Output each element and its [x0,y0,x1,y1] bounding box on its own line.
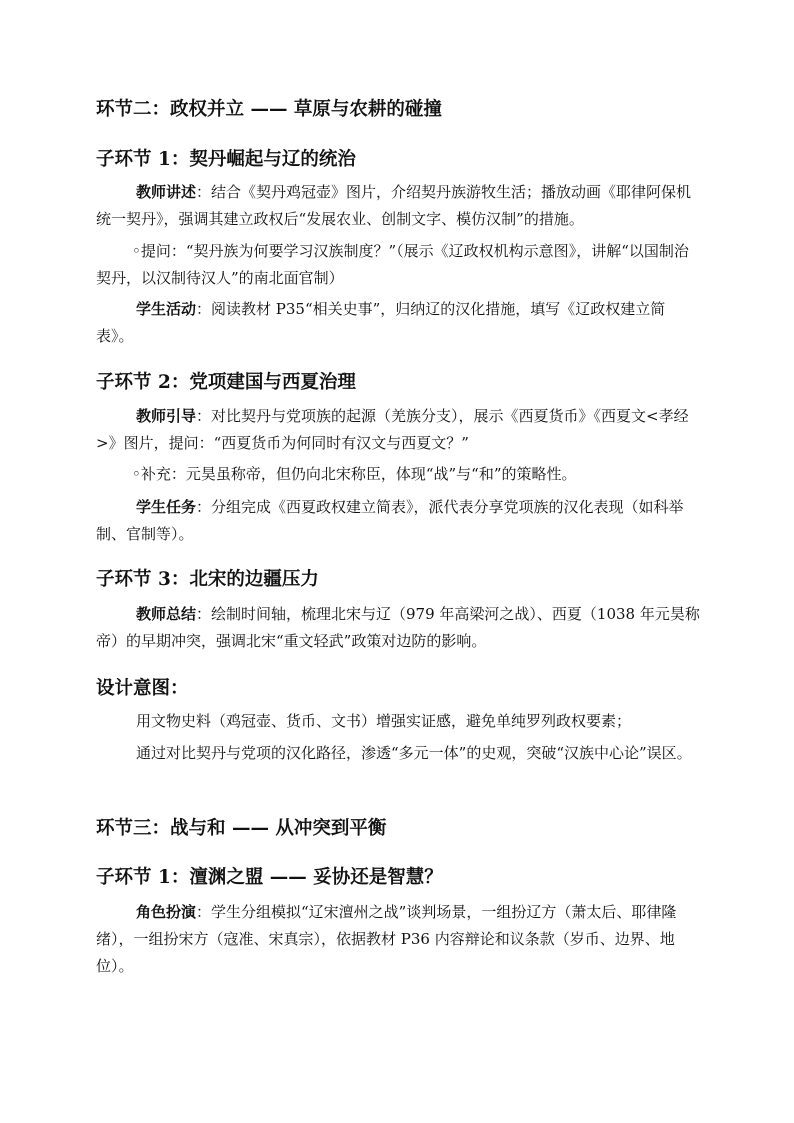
paragraph [96,494,700,548]
paragraph-text: ：对比契丹与党项族的起源（羌族分支），展示《西夏货币》《西夏文<孝经>》图片，提问：“西夏货币为何同时有汉文与西夏文？” [96,407,689,452]
paragraph: 通过对比契丹与党项的汉化路径，渗透“多元一体”的史观，突破“汉族中心论”误区。 [136,744,692,762]
paragraph [96,296,700,350]
paragraph-label: 学生活动 [136,300,197,318]
subsection-3-1-heading: 子环节 1：澶渊之盟 —— 妥协还是智慧？ [96,867,443,888]
paragraph [96,601,700,655]
subsection-2-3-heading: 子环节 3：北宋的边疆压力 [96,569,319,590]
paragraph: 用文物史料（鸡冠壶、货币、文书）增强实证感，避免单纯罗列政权要素； [136,712,632,730]
subsection-2-2-heading: 子环节 2：党项建国与西夏治理 [96,372,356,393]
paragraph-label: 教师引导 [136,407,197,425]
paragraph-label: 教师讲述 [136,183,197,201]
paragraph-text: ：学生分组模拟“辽宋澶州之战”谈判场景，一组扮辽方（萧太后、耶律隆绪），一组扮宋方（寇准、宋真宗），依据教材 P36 内容辩论和议条款（岁币、边界、地位）。 [96,903,677,975]
design-intent-heading: 设计意图： [96,678,189,699]
paragraph-label: 角色扮演 [136,903,197,921]
section-2-heading: 环节二：政权并立 —— 草原与农耕的碰撞 [96,99,442,120]
bullet-paragraph: ◦补充：元昊虽称帝，但仍向北宋称臣，体现“战”与“和”的策略性。 [132,465,577,483]
paragraph-label: 教师总结 [136,605,197,623]
paragraph [96,899,700,980]
bullet-paragraph: ◦提问：“契丹族为何要学习汉族制度？”（展示《辽政权机构示意图》，讲解“以国制治契丹，以汉制待汉人”的南北面官制） [96,242,689,287]
paragraph-text: ：结合《契丹鸡冠壶》图片，介绍契丹族游牧生活；播放动画《耶律阿保机统一契丹》，强调其建立政权后“发展农业、创制文字、模仿汉制”的措施。 [96,183,692,228]
paragraph-text: ：阅读教材 P35“相关史事”，归纳辽的汉化措施，填写《辽政权建立简表》。 [96,300,666,345]
paragraph-label: 学生任务 [136,498,197,516]
paragraph-text: ：分组完成《西夏政权建立简表》，派代表分享党项族的汉化表现（如科举制、官制等）。 [96,498,684,543]
paragraph [96,179,700,233]
subsection-2-1-heading: 子环节 1：契丹崛起与辽的统治 [96,149,356,170]
paragraph [96,403,700,457]
paragraph-text: ：绘制时间轴，梳理北宋与辽（979 年高梁河之战）、西夏（1038 年元昊称帝）的早期冲突，强调北宋“重文轻武”政策对边防的影响。 [96,605,700,650]
section-3-heading: 环节三：战与和 —— 从冲突到平衡 [96,818,387,839]
